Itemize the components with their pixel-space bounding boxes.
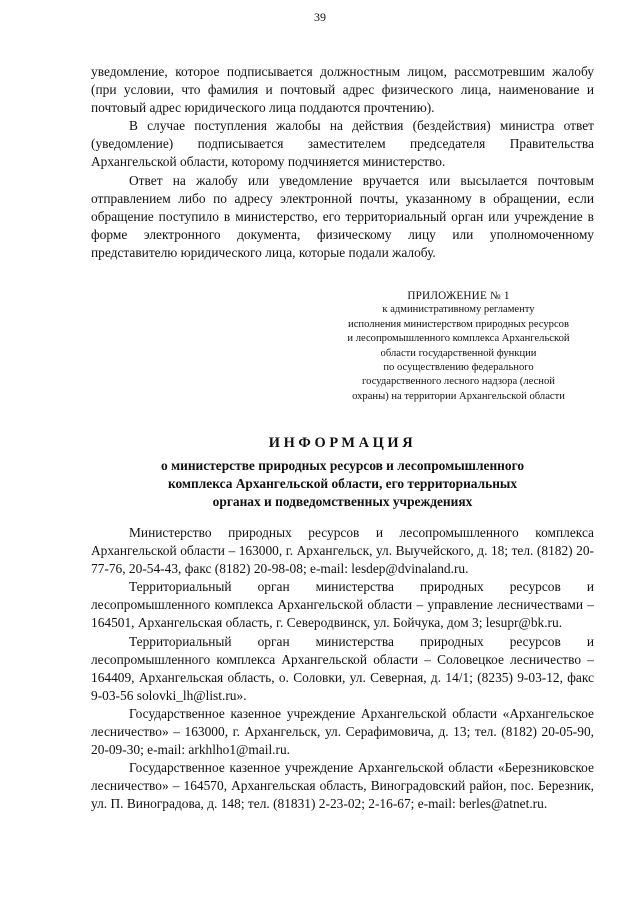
appendix-header — [316, 289, 601, 404]
appendix-line: и лесопромышленного комплекса Архангельской — [347, 333, 570, 345]
entry-arkhangelsk-forestry: Государственное казенное учреждение Архангельской области «Архангельское лесничество» – 163000, г. Архангельск, ул. Серафимовича, д. 13; тел. (8182) 20-05-90, 20-09-30; e-mail: arkhlho1@mail.ru. — [91, 705, 594, 758]
page-number: 39 — [314, 10, 326, 24]
appendix-line: государственного лесного надзора (лесной — [362, 376, 555, 388]
appendix-line: исполнения министерством природных ресурсов — [348, 318, 569, 330]
entry-forestry-management: Территориальный орган министерства природных ресурсов и лесопромышленного комплекса Архангельской области – управление лесничествами – 164501, Архангельская область, г. Северодвинск, ул. Бойчука, дом 3; lesupr@bk.ru. — [91, 579, 594, 631]
paragraph-complaint-notice: уведомление, которое подписывается должностным лицом, рассмотревшим жалобу (при условии, что фамилия и почтовый адрес физического лица, наименование и почтовый адрес юридического лица поддаются прочтению). — [91, 64, 594, 116]
top-text-block — [91, 63, 594, 262]
info-subtitle-line: органах и подведомственных учреждениях — [212, 494, 473, 510]
appendix-line: по осуществлению федерального — [383, 362, 534, 374]
info-title: ИНФОРМАЦИЯ — [268, 435, 417, 451]
entry-solovetskoe-forestry: Территориальный орган министерства природных ресурсов и лесопромышленного комплекса Архангельской области – Соловецкое лесничество – 164409, Архангельская область, о. Соловки, ул. Северная, д. 14/1; (8235) 9-03-12, факс 9-03-56 solovki_lh@list.ru». — [91, 633, 594, 703]
appendix-line: области государственной функции — [380, 347, 537, 359]
organization-list — [91, 524, 594, 814]
paragraph-minister-complaint: В случае поступления жалобы на действия (бездействия) министра ответ (уведомление) подписывается заместителем председателя Правительства Архангельской области, которому подчиняется министерство. — [91, 118, 594, 170]
appendix-line: охраны) на территории Архангельской области — [352, 390, 565, 402]
appendix-title: ПРИЛОЖЕНИЕ № 1 — [407, 290, 510, 302]
entry-ministry: Министерство природных ресурсов и лесопромышленного комплекса Архангельской области – 163000, г. Архангельск, ул. Выучейского, д. 18; тел. (8182) 20-77-76, 20-54-43, факс (8182) 20-98-08; e-mail: lesdep@dvinaland.ru. — [91, 525, 594, 577]
entry-bereznikovskoe-forestry: Государственное казенное учреждение Архангельской области «Березниковское лесничество» – 164570, Архангельская область, Виноградовский район, пос. Березник, ул. П. Виноградова, д. 148; тел. (81831) 2-23-02; 2-16-67; e-mail: berles@atnet.ru. — [91, 760, 594, 812]
info-subtitle-line: комплекса Архангельской области, его территориальных — [167, 476, 518, 492]
info-subtitle — [91, 457, 594, 512]
info-subtitle-line: о министерстве природных ресурсов и лесопромышленного — [160, 458, 525, 473]
appendix-line: к административному регламенту — [382, 304, 535, 316]
paragraph-response-delivery: Ответ на жалобу или уведомление вручается или высылается почтовым отправлением либо по адресу электронной почты, указанному в обращении, если обращение поступило в министерство, его территориальный орган или учреждение в форме электронного документа, физическому лицу или уполномоченному представителю юридического лица, которые подали жалобу. — [91, 172, 594, 260]
